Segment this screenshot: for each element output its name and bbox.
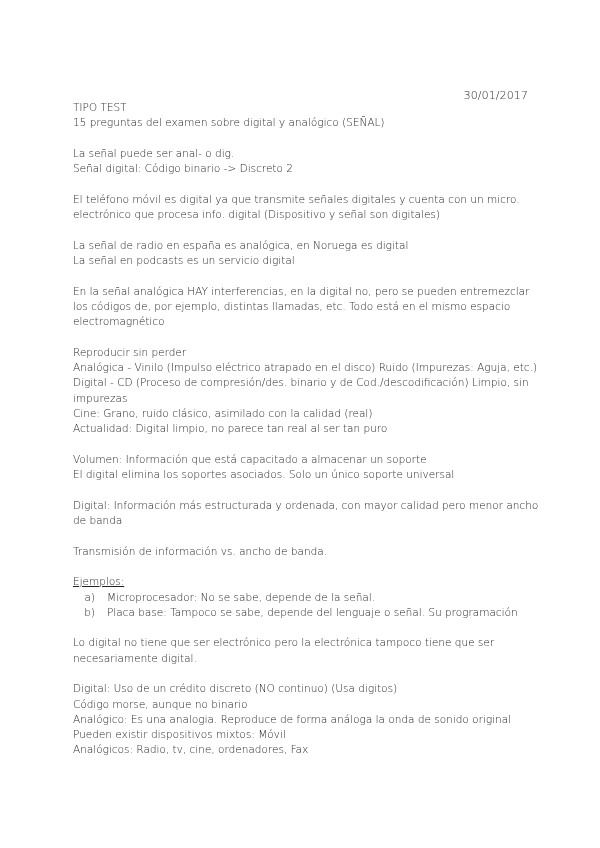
document-body — [73, 101, 539, 759]
list-marker: a) — [84, 591, 95, 604]
text-line: Digital - CD (Proceso de compresión/des. binario y de Cod./descodificación) Limpio, sin — [73, 377, 529, 390]
text-line: Digital: Información más estructurada y ordenada, con mayor calidad pero menor ancho — [73, 499, 539, 512]
text-line: La señal puede ser anal- o dig. — [73, 147, 235, 160]
text-line: Analógicos: Radio, tv, cine, ordenadores, Fax — [73, 744, 309, 757]
spacer — [73, 330, 533, 345]
list-marker: b) — [84, 606, 95, 619]
spacer — [73, 269, 533, 284]
list-item — [73, 591, 533, 606]
examples-heading: Ejemplos: — [73, 576, 125, 589]
list-item-text: Microprocesador: No se sabe, depende de la señal. — [107, 591, 376, 604]
text-line: impurezas — [73, 392, 128, 405]
text-line: La señal de radio en españa es analógica, en Noruega es digital — [73, 239, 409, 252]
text-line: necesariamente digital. — [73, 652, 197, 665]
list-item — [73, 606, 533, 621]
document-date: 30/01/2017 — [463, 89, 528, 102]
text-line: Digital: Uso de un crédito discreto (NO continuo) (Usa digitos) — [73, 683, 398, 696]
text-line: Actualidad: Digital limpio, no parece tan real al ser tan puro — [73, 423, 388, 436]
spacer — [73, 132, 533, 147]
text-line: El digital elimina los soportes asociados. Solo un único soporte universal — [73, 469, 455, 482]
text-line: Código morse, aunque no binario — [73, 698, 248, 711]
text-line: El teléfono móvil es digital ya que transmite señales digitales y cuenta con un micro. — [73, 193, 520, 206]
spacer — [73, 223, 533, 238]
spacer — [73, 529, 533, 544]
text-line: Transmisión de información vs. ancho de banda. — [73, 545, 328, 558]
spacer — [73, 438, 533, 453]
list-item-text: Placa base: Tampoco se sabe, depende del lenguaje o señal. Su programación — [107, 606, 518, 619]
spacer — [73, 483, 533, 498]
document-title: TIPO TEST — [73, 102, 127, 114]
spacer — [73, 621, 533, 636]
text-line: La señal en podcasts es un servicio digital — [73, 254, 295, 267]
document-subtitle: 15 preguntas del examen sobre digital y analógico (SEÑAL) — [73, 117, 385, 130]
text-line: los códigos de, por ejemplo, distintas llamadas, etc. Todo está en el mismo espacio — [73, 300, 511, 313]
text-line: Señal digital: Código binario -> Discreto 2 — [73, 163, 293, 176]
spacer — [73, 177, 533, 192]
text-line: electrónico que procesa info. digital (Dispositivo y señal son digitales) — [73, 209, 440, 222]
text-line: de banda — [73, 515, 123, 528]
text-line: En la señal analógica HAY interferencias, en la digital no, pero se pueden entremezclar — [73, 285, 530, 298]
text-line: electromagnético — [73, 316, 165, 329]
text-line: Pueden existir dispositivos mixtos: Móvil — [73, 729, 286, 742]
spacer — [73, 667, 533, 682]
text-line: Analógico: Es una analogia. Reproduce de forma análoga la onda de sonido original — [73, 713, 512, 726]
text-line: Lo digital no tiene que ser electrónico pero la electrónica tampoco tiene que ser — [73, 637, 495, 650]
text-line: Analógica - Vinilo (Impulso eléctrico atrapado en el disco) Ruido (Impurezas: Aguja, etc.) — [73, 362, 538, 375]
text-line: Cine: Grano, ruido clásico, asimilado con la calidad (real) — [73, 407, 373, 420]
text-line: Reproducir sin perder — [73, 346, 187, 359]
text-line: Volumen: Información que está capacitado a almacenar un soporte — [73, 453, 427, 466]
examples-list — [73, 591, 533, 622]
spacer — [73, 560, 533, 575]
